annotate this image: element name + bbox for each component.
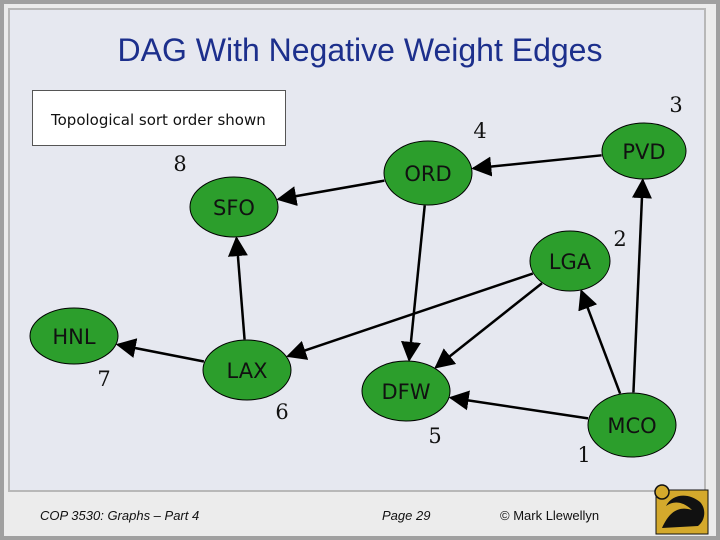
topological-sort-note-text: Topological sort order shown <box>51 111 266 129</box>
order-number-hnl: 7 <box>97 367 111 391</box>
order-number-sfo: 8 <box>173 152 187 176</box>
edge-ord-to-dfw <box>409 206 425 360</box>
edge-lax-to-hnl <box>118 345 204 362</box>
slide-title: DAG With Negative Weight Edges <box>117 32 603 68</box>
slide-footer <box>0 494 720 540</box>
order-number-dfw: 5 <box>428 424 442 448</box>
node-lax-label: LAX <box>226 359 268 383</box>
order-number-lax: 6 <box>275 400 289 424</box>
node-dfw-label: DFW <box>381 380 431 404</box>
order-number-lga: 2 <box>613 227 627 251</box>
order-number-ord: 4 <box>473 119 487 143</box>
edge-pvd-to-ord <box>473 155 601 168</box>
footer-course: COP 3530: Graphs – Part 4 <box>40 508 200 523</box>
edge-lax-to-sfo <box>236 238 244 339</box>
node-pvd <box>602 123 686 179</box>
graph-nodes <box>30 123 686 457</box>
node-ord-label: ORD <box>404 162 452 186</box>
edge-mco-to-dfw <box>451 398 588 419</box>
node-hnl <box>30 308 118 364</box>
edge-lga-to-dfw <box>436 283 542 367</box>
node-mco <box>588 393 676 457</box>
order-number-mco: 1 <box>577 443 591 467</box>
node-dfw <box>362 361 450 421</box>
footer-author: © Mark Llewellyn <box>500 508 600 523</box>
edge-ord-to-sfo <box>278 181 384 200</box>
node-hnl-label: HNL <box>52 325 96 349</box>
order-number-pvd: 3 <box>669 93 683 117</box>
edge-mco-to-lga <box>581 291 620 394</box>
node-pvd-label: PVD <box>622 140 666 164</box>
node-lax <box>203 340 291 400</box>
footer-page-number: Page 29 <box>382 508 431 523</box>
node-mco-label: MCO <box>607 414 657 438</box>
ucf-pegasus-logo <box>652 480 712 536</box>
edge-mco-to-pvd <box>633 180 642 392</box>
node-ord <box>384 141 472 205</box>
node-sfo <box>190 177 278 237</box>
node-lga <box>530 231 610 291</box>
node-lga-label: LGA <box>548 250 592 274</box>
node-sfo-label: SFO <box>213 196 255 220</box>
